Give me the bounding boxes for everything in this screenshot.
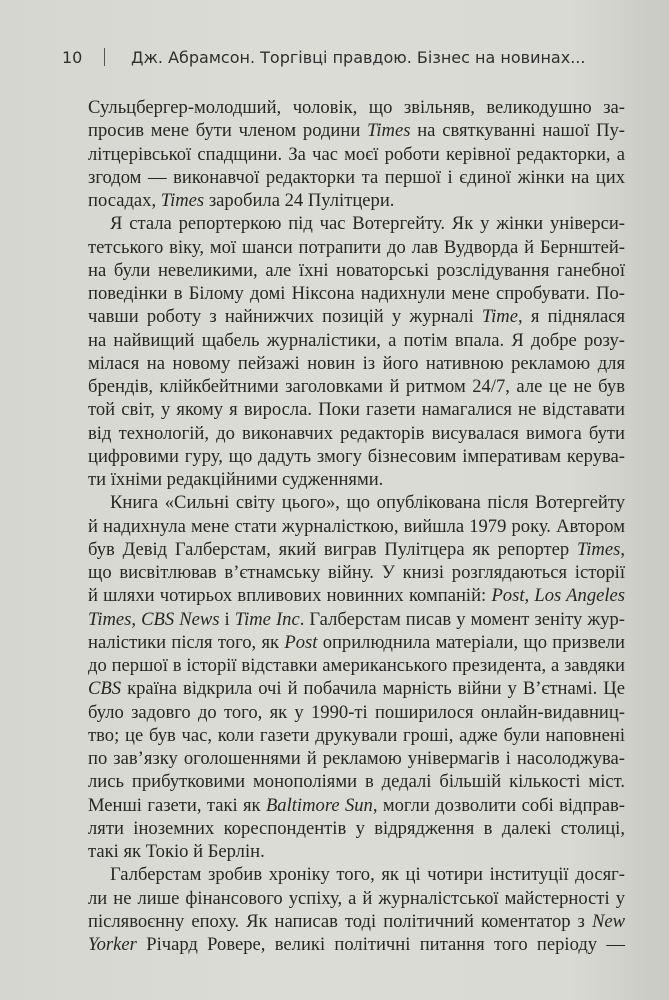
text-run: такі як Токіо й Берлін. [88, 841, 265, 862]
text-run: , [524, 585, 535, 607]
text-run: Менші газети, такі як [88, 794, 266, 816]
text-line [88, 143, 625, 166]
text-line [88, 329, 625, 352]
text-run: Галберстам зробив хроніку того, як ці чотири інституції досяг- [110, 864, 625, 886]
text-line [88, 724, 625, 747]
text-run: і [219, 608, 235, 630]
text-line [88, 817, 625, 840]
running-title: Дж. Абрамсон. Торгівці правдою. Бізнес на новинах... [131, 47, 586, 67]
paragraph-first-line [88, 863, 625, 886]
text-run: літцерівської спадщини. За час моєї роботи керівної редакторки, а [88, 143, 625, 165]
italic-title: Times [160, 190, 205, 211]
body-text [88, 96, 625, 956]
text-line [88, 770, 625, 793]
italic-title: Time Inc [234, 608, 300, 630]
text-run: чавши роботу з найнижчих позицій у журналі [88, 306, 482, 328]
text-line [88, 701, 625, 724]
text-run: цифровими гуру, що дадуть змогу бізнесовим імперативам керува- [88, 445, 625, 467]
text-line [88, 794, 625, 817]
italic-title: Los Angeles [534, 585, 626, 607]
text-run: що висвітлював в’єтнамську війну. У книзі розглядаються історії [88, 562, 625, 583]
italic-title: Post [284, 631, 318, 653]
text-run: післявоєнну епоху. Як написав тоді політичний коментатор з [88, 910, 592, 932]
text-line [88, 515, 625, 538]
text-line [88, 398, 625, 421]
text-line [88, 189, 625, 212]
text-run: від технологій, до виконавчих редакторів висувалася вимога бути [88, 422, 625, 444]
text-run: , [620, 538, 625, 560]
text-run: на святкуванні нашої Пу- [410, 120, 625, 142]
paragraph-first-line [88, 212, 625, 235]
italic-title: Baltimore Sun [265, 794, 373, 816]
text-run: Сульцбергер-молодший, чоловік, що звільняв, великодушно за- [88, 97, 625, 118]
text-line [88, 468, 625, 491]
text-run: , могли дозволити собі відправ- [372, 794, 625, 816]
text-run: на були невеликими, але їхні новаторські розслідування ганебної [88, 259, 625, 281]
italic-title: New [591, 910, 625, 932]
italic-title: Post [491, 585, 525, 607]
italic-title: Yorker [88, 934, 137, 955]
text-line [88, 654, 625, 677]
text-line [88, 631, 625, 654]
text-line [88, 119, 625, 142]
text-run: тетського віку, мої шанси потрапити до лав Вудворда й Бернштей- [88, 236, 625, 258]
text-line [88, 538, 625, 561]
text-line [88, 96, 625, 119]
text-run: по зав’язку оголошеннями й рекламою універмагів і насолоджува- [88, 748, 625, 769]
text-line [88, 933, 625, 956]
text-run: заробила 24 Пулітцери. [204, 190, 395, 211]
text-run: й надихнула мене стати журналісткою, вийшла 1979 року. Автором [88, 515, 625, 537]
text-run: брендів, клійкбейтними заголовками й ритмом 24/7, але це не був [88, 376, 625, 397]
text-run: ли не лише фінансового успіху, а й журналістської майстерності у [88, 887, 625, 909]
text-line [88, 282, 625, 305]
text-line [88, 352, 625, 375]
text-line [88, 677, 625, 700]
italic-title: Times [367, 120, 411, 142]
running-header [62, 44, 585, 70]
text-run: країна відкрила очі й побачила марність війни у В’єтнамі. Це [121, 678, 625, 700]
text-run: мілася на новому пейзажі новин із його нативною рекламою для [88, 352, 625, 374]
text-line [88, 584, 625, 607]
text-line [88, 910, 625, 933]
text-line [88, 445, 625, 468]
text-run: й шляхи чотирьох впливових новинних компаній: [88, 585, 492, 607]
text-line [88, 305, 625, 328]
text-run: налістики після того, як [88, 631, 285, 653]
text-run: Книга «Сильні світу цього», що опублікована після Вотергейту [110, 492, 625, 514]
text-run: на найвищий щабель журналістики, а потім впала. Я добре розу- [88, 329, 625, 351]
text-run: згодом — виконавчої редакторки та першої і єдиної жінки на цих [88, 166, 625, 188]
text-line [88, 166, 625, 189]
italic-title: Times [576, 538, 621, 560]
text-line [88, 608, 625, 631]
text-line [88, 422, 625, 445]
text-run: . Галберстам писав у момент зеніту жур- [299, 608, 626, 630]
text-run: до першої в історії відставки американського президента, а завдяки [88, 655, 625, 676]
text-run: було задовго до того, як у 1990-ті поширилося онлайн-видавниц- [88, 701, 625, 723]
header-divider [104, 48, 105, 66]
text-run: Річард Ровере, великі політичні питання того періоду — [136, 934, 625, 955]
page-number: 10 [62, 47, 83, 67]
italic-title: Times [88, 608, 132, 630]
italic-title: CBS News [141, 608, 220, 630]
text-line [88, 561, 625, 584]
text-run: той світ, у якому я виросла. Поки газети намагалися не відставати [88, 399, 625, 421]
text-run: лись прибутковими монополіями в дедалі більшій кількості міст. [88, 771, 625, 793]
text-run: був Девід Галберстам, який виграв Пулітцера як репортер [88, 538, 577, 560]
text-run: ляти іноземних кореспондентів у відрядження в далекі столиці, [88, 817, 625, 839]
text-line [88, 236, 625, 259]
text-line [88, 840, 625, 863]
text-run: оприлюднила матеріали, що призвели [317, 631, 626, 653]
text-line [88, 259, 625, 282]
italic-title: CBS [88, 678, 122, 700]
text-run: , [131, 608, 142, 630]
text-run: посадах, [88, 190, 161, 211]
text-run: просив мене бути членом родини [88, 120, 368, 142]
text-run: Я стала репортеркою під час Вотергейту. Як у жінки універси- [110, 213, 625, 235]
paragraph-first-line [88, 491, 625, 514]
text-line [88, 375, 625, 398]
text-line [88, 887, 625, 910]
text-line [88, 747, 625, 770]
text-run: ти їхніми редакційними судженнями. [88, 469, 384, 490]
text-run: поведінки в Білому домі Ніксона надихнули мене спробувати. По- [88, 283, 625, 304]
italic-title: Time [481, 306, 518, 328]
text-run: , я піднялася [518, 306, 626, 328]
text-run: тво; це був час, коли газети друкували гроші, адже були наповнені [88, 724, 625, 746]
